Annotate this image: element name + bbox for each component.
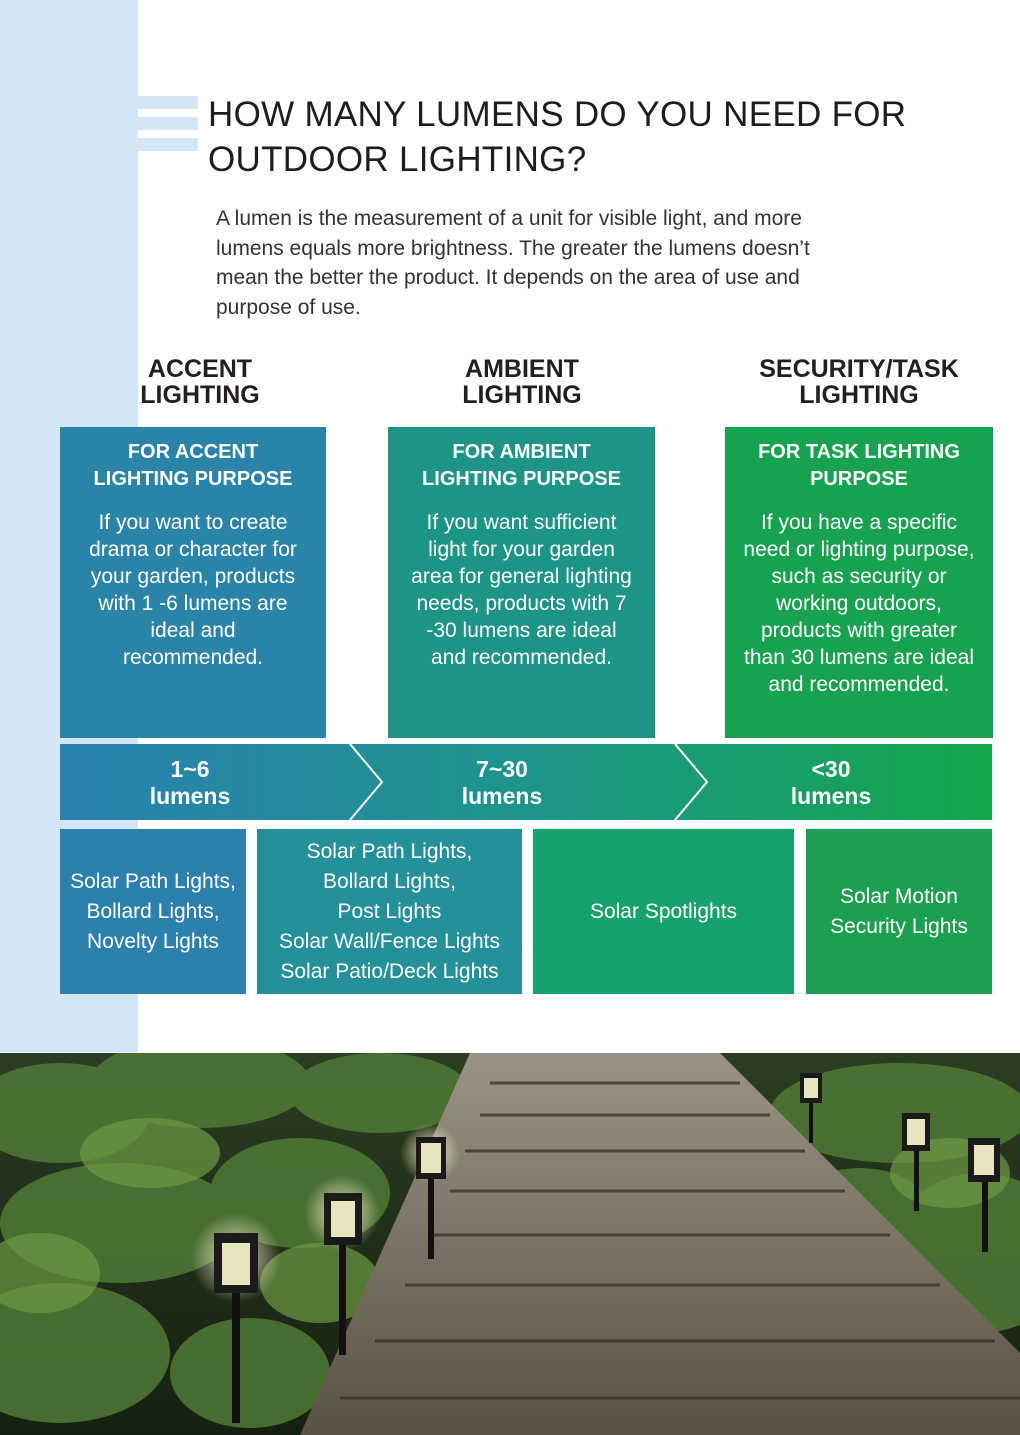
product-box-security: Solar Motion Security Lights <box>806 829 992 994</box>
range-label-security: <30 lumens <box>790 756 872 809</box>
garden-path-photo <box>0 1053 1020 1435</box>
product-box-ambient: Solar Path Lights, Bollard Lights, Post Lights Solar Wall/Fence Lights Solar Patio/Deck Lights <box>257 829 522 994</box>
page-title: HOW MANY LUMENS DO YOU NEED FOR OUTDOOR LIGHTING? <box>208 95 907 179</box>
card-heading: FOR TASK LIGHTING PURPOSE <box>758 441 960 490</box>
category-heading-accent: ACCENT LIGHTING <box>140 355 260 409</box>
card-body: If you want to create drama or character for your garden, products with 1 -6 lumens are ideal and recommended. <box>89 511 297 669</box>
card-security <box>725 427 993 738</box>
card-ambient <box>388 427 655 738</box>
product-box-spotlights: Solar Spotlights <box>533 829 794 994</box>
product-box-accent: Solar Path Lights, Bollard Lights, Novelty Lights <box>60 829 246 994</box>
category-heading-ambient: AMBIENT LIGHTING <box>462 355 582 409</box>
category-heading-security: SECURITY/TASK LIGHTING <box>759 355 959 409</box>
range-label-ambient: 7~30 lumens <box>461 756 543 809</box>
card-heading: FOR AMBIENT LIGHTING PURPOSE <box>422 441 621 490</box>
title-decoration <box>138 96 198 159</box>
card-heading: FOR ACCENT LIGHTING PURPOSE <box>93 441 293 490</box>
range-label-accent: 1~6 lumens <box>149 756 231 809</box>
garden-path-illustration <box>0 1053 1020 1435</box>
card-body: If you want sufficient light for your garden area for general lighting needs, products with 7 -30 lumens are ideal and recommended. <box>411 511 632 669</box>
card-accent <box>60 427 326 738</box>
card-body: If you have a specific need or lighting purpose, such as security or working outdoors, products with greater than 30 lumens are ideal and recommended. <box>743 511 975 696</box>
intro-paragraph: A lumen is the measurement of a unit for visible light, and more lumens equals more brightness. The greater the lumens doesn’t mean the better the product. It depends on the area of use and purpose of use. <box>216 207 810 319</box>
